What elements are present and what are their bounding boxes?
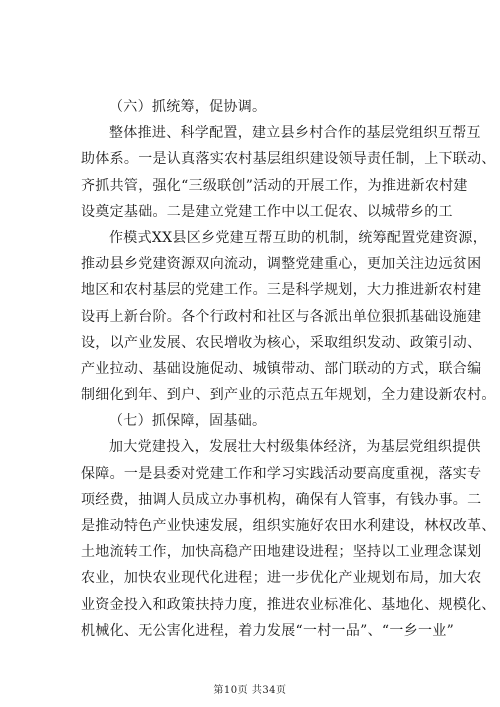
text-line: （六）抓统筹，促协调。 (109, 99, 267, 115)
text-line: 齐抓共管，强化“三级联创”活动的开展工作，为推进新农村建 (81, 177, 468, 194)
text-line: 产业拉动、基础设施促动、城镇带动、部门联动的方式，联合编 (81, 360, 482, 377)
text-line: 制细化到年、到户、到产业的示范点五年规划，全力建设新农村。 (81, 387, 496, 404)
text-line: 保障。一是县委对党建工作和学习实践活动要高度重视，落实专 (81, 465, 482, 482)
text-line: 机械化、无公害化进程，着力发展“一村一品”、“一乡一业” (81, 622, 455, 639)
text-line: 设奠定基础。二是建立党建工作中以工促农、以城带乡的工 (81, 203, 453, 220)
text-line: 项经费，抽调人员成立办事机构，确保有人管事，有钱办事。二 (81, 491, 482, 508)
text-line: 加大党建投入，发展壮大村级集体经济，为基层党组织提供 (109, 439, 481, 456)
text-line: 地区和农村基层的党建工作。三是科学规划，大力推进新农村建 (81, 282, 482, 299)
text-line: 整体推进、科学配置，建立县乡村合作的基层党组织互帮互 (109, 125, 481, 142)
text-line: 业资金投入和政策扶持力度，推进农业标准化、基地化、规模化、 (81, 596, 496, 613)
document-body (81, 94, 496, 644)
text-line: （七）抓保障，固基础。 (109, 413, 267, 430)
text-line: 是推动特色产业快速发展，组织实施好农田水利建设，林权改革、 (81, 518, 496, 534)
page-footer: 第10页 共34页 (213, 685, 287, 696)
text-line: 设再上新台阶。各个行政村和社区与各派出单位狠抓基础设施建 (81, 308, 482, 325)
text-line: 推动县乡党建资源双向流动，调整党建重心，更加关注边远贫困 (81, 256, 482, 273)
text-line: 设，以产业发展、农民增收为核心，采取组织发动、政策引动、 (81, 334, 482, 351)
text-line: 土地流转工作，加快高稳产田地建设进程；坚持以工业理念谋划 (81, 544, 482, 561)
text-line: 作模式XX县区乡党建互帮互助的机制，统筹配置党建资源， (109, 229, 488, 246)
text-line: 助体系。一是认真落实农村基层组织建设领导责任制，上下联动、 (81, 151, 496, 168)
text-line: 农业，加快农业现代化进程；进一步优化产业规划布局，加大农 (81, 570, 482, 587)
